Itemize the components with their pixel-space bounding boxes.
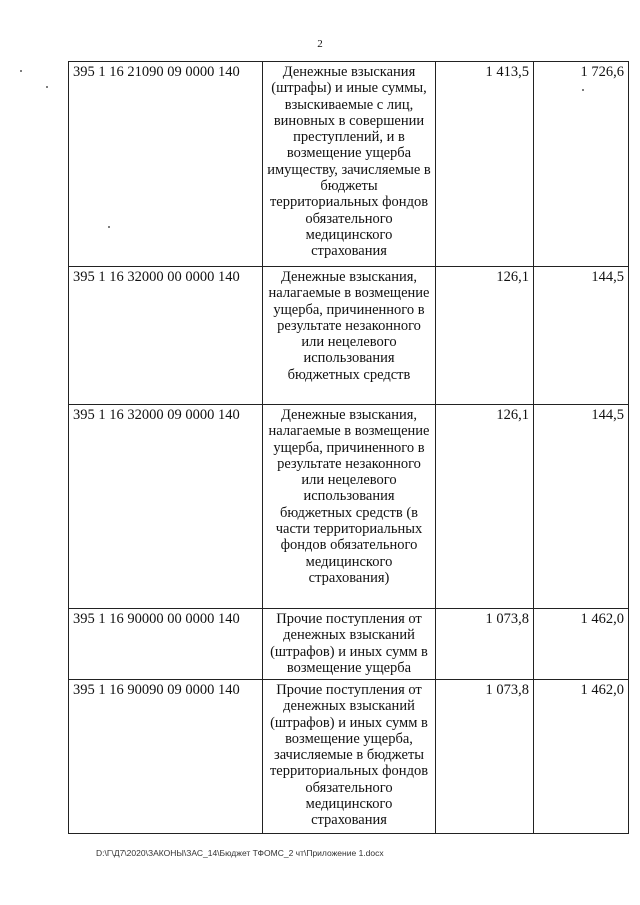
budget-code-cell: 395 1 16 90000 00 0000 140 [69, 609, 263, 680]
budget-code-cell: 395 1 16 90090 09 0000 140 [69, 680, 263, 834]
scan-speck [46, 86, 48, 88]
revenue-name-cell: Денежные взыскания, налагаемые в возмещение ущерба, причиненного в результате незаконного или нецелевого использования бюджетных средств (в части территориальных фондов обязательного медицинского страхования) [263, 405, 436, 609]
budget-code-cell: 395 1 16 32000 09 0000 140 [69, 405, 263, 609]
amount-cell-2: 1 726,6 [534, 62, 629, 267]
revenue-name-cell: Денежные взыскания, налагаемые в возмещение ущерба, причиненного в результате незаконного или нецелевого использования бюджетных средств [263, 267, 436, 405]
budget-revenue-table [68, 61, 629, 834]
table-row [69, 609, 629, 680]
amount-cell-1: 126,1 [436, 267, 534, 405]
revenue-name-cell: Денежные взыскания (штрафы) и иные суммы, взыскиваемые с лиц, виновных в совершении преступлений, и в возмещение ущерба имуществу, зачисляемые в бюджеты территориальных фондов обязательного медицинского страхования [263, 62, 436, 267]
page-number: 2 [317, 38, 323, 50]
budget-code-cell: 395 1 16 21090 09 0000 140 [69, 62, 263, 267]
amount-cell-2: 1 462,0 [534, 609, 629, 680]
scan-speck [108, 226, 110, 228]
amount-cell-2: 1 462,0 [534, 680, 629, 834]
file-path-footer: D:\Г\Д7\2020\ЗАКОНЫ\ЗАС_14\Бюджет ТФОМС_2 чт\Приложение 1.docx [96, 848, 384, 858]
amount-cell-1: 126,1 [436, 405, 534, 609]
revenue-name-cell: Прочие поступления от денежных взысканий (штрафов) и иных сумм в возмещение ущерба, зачисляемые в бюджеты территориальных фондов обязательного медицинского страхования [263, 680, 436, 834]
amount-cell-2: 144,5 [534, 405, 629, 609]
amount-cell-1: 1 413,5 [436, 62, 534, 267]
amount-cell-1: 1 073,8 [436, 680, 534, 834]
revenue-name-cell: Прочие поступления от денежных взысканий (штрафов) и иных сумм в возмещение ущерба [263, 609, 436, 680]
scan-speck [20, 70, 22, 72]
amount-cell-2: 144,5 [534, 267, 629, 405]
budget-code-cell: 395 1 16 32000 00 0000 140 [69, 267, 263, 405]
amount-cell-1: 1 073,8 [436, 609, 534, 680]
scan-speck [582, 89, 584, 91]
table-row [69, 62, 629, 267]
table-row [69, 405, 629, 609]
table-row [69, 267, 629, 405]
table-row [69, 680, 629, 834]
